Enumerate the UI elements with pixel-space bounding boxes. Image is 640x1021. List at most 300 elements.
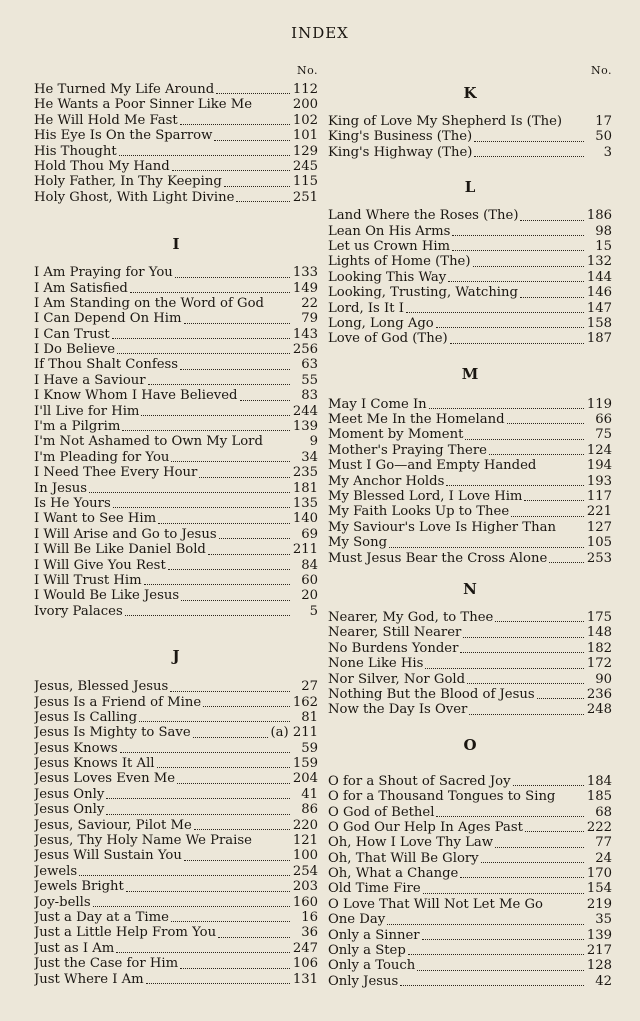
index-entry: [328, 656, 612, 671]
section-letter-k: K: [463, 84, 477, 102]
dot-leader: [157, 766, 290, 768]
index-entry: [328, 224, 612, 239]
dot-leader: [417, 969, 584, 971]
entry-title: Moment by Moment: [328, 427, 464, 443]
dot-leader: [473, 265, 584, 267]
entry-title: Only a Sinner: [328, 927, 420, 943]
entry-title: I Know Whom I Have Believed: [34, 388, 238, 404]
entry-title: I Will Trust Him: [34, 572, 142, 588]
index-entry: [328, 114, 612, 129]
index-entry: [328, 835, 612, 850]
index-entry: [34, 82, 318, 97]
hymn-number: 244: [292, 403, 318, 419]
index-entry: [34, 679, 318, 694]
dot-leader: [423, 892, 584, 894]
hymn-number: 219: [586, 896, 612, 912]
index-entry: [34, 604, 318, 619]
entry-title: Meet Me In the Homeland: [328, 412, 505, 428]
entry-title: Jesus, Saviour, Pilot Me: [34, 817, 192, 833]
hymn-number: 41: [301, 786, 318, 802]
index-entry: [34, 357, 318, 372]
dot-leader: [112, 337, 290, 339]
hymn-number: 86: [301, 802, 318, 818]
hymn-number: 220: [292, 817, 318, 833]
entry-title: I Can Depend On Him: [34, 311, 182, 327]
section-o: [328, 774, 612, 989]
hymn-number: 170: [586, 866, 612, 882]
dot-leader: [520, 296, 584, 298]
entry-title: O for a Thousand Tongues to Sing: [328, 789, 556, 805]
index-entry: [34, 450, 318, 465]
hymn-number: 15: [595, 238, 612, 254]
entry-title: Just as I Am: [34, 940, 115, 956]
hymn-number: 75: [595, 427, 612, 443]
hymn-number: 203: [292, 879, 318, 895]
entry-title: I Need Thee Every Hour: [34, 465, 198, 481]
index-entry: [328, 443, 612, 458]
entry-title: Jesus Is a Friend of Mine: [34, 694, 202, 710]
section-letter-n: N: [463, 579, 477, 598]
entry-title: Looking, Trusting, Watching: [328, 285, 518, 301]
entry-title: Must I Go—and Empty Handed: [328, 458, 537, 474]
hymn-number: 194: [586, 458, 612, 474]
dot-leader: [219, 537, 290, 539]
dot-leader: [172, 169, 290, 171]
entry-title: Hold Thou My Hand: [34, 158, 170, 174]
dot-leader: [141, 414, 290, 416]
hymn-number: 184: [586, 773, 612, 789]
hymn-number: 143: [292, 326, 318, 342]
index-entry: [328, 551, 612, 566]
hymn-number: 119: [586, 396, 612, 412]
dot-leader: [266, 307, 290, 308]
hymn-number: 211: [292, 542, 318, 558]
index-entry: [328, 805, 612, 820]
dot-leader: [93, 905, 290, 907]
entry-title: King of Love My Shepherd Is (The): [328, 114, 563, 129]
dot-leader: [481, 861, 584, 863]
index-entry: [34, 818, 318, 833]
dot-leader: [450, 342, 584, 344]
index-entry: [328, 427, 612, 442]
dot-leader: [177, 782, 290, 784]
index-entry: [328, 928, 612, 943]
entry-title: No Burdens Yonder: [328, 640, 459, 656]
index-entry: [34, 511, 318, 526]
index-entry: [328, 789, 612, 804]
hymn-number: 68: [595, 804, 612, 820]
entry-title: I Do Believe: [34, 342, 116, 358]
dot-leader: [117, 352, 290, 354]
hymn-number: 27: [301, 679, 318, 695]
hymn-number: 185: [586, 789, 612, 805]
dot-leader: [425, 667, 584, 669]
index-entry: [34, 895, 318, 910]
hymn-number: 77: [595, 835, 612, 851]
hymn-number: 148: [586, 625, 612, 641]
hymn-number: 59: [301, 740, 318, 756]
entry-title: Jesus Only: [34, 802, 105, 818]
hymn-number: 105: [586, 535, 612, 551]
hymn-number: 106: [292, 956, 318, 972]
hymn-number: 247: [292, 940, 318, 956]
entry-title: I Will Be Like Daniel Bold: [34, 542, 206, 558]
entry-title: Only a Step: [328, 943, 406, 959]
dot-leader: [436, 326, 584, 328]
index-entry: [328, 285, 612, 300]
entry-title: Oh, How I Love Thy Law: [328, 835, 493, 851]
entry-title: Jesus Is Mighty to Save: [34, 725, 191, 741]
dot-leader: [130, 291, 290, 293]
entry-title: Jesus Only: [34, 786, 105, 802]
index-entry: [328, 301, 612, 316]
index-entry: [328, 145, 612, 160]
dot-leader: [180, 368, 290, 370]
dot-leader: [467, 682, 584, 684]
dot-leader: [224, 185, 290, 187]
dot-leader: [452, 234, 584, 236]
dot-leader: [194, 828, 290, 830]
index-entry: [328, 912, 612, 927]
index-entry: [328, 820, 612, 835]
entry-title: Ivory Palaces: [34, 603, 123, 619]
section-letter-i: I: [172, 235, 180, 254]
entry-title: My Anchor Holds: [328, 473, 445, 489]
entry-title: Land Where the Roses (The): [328, 208, 519, 224]
index-entry: [328, 672, 612, 687]
hymn-number: 102: [292, 112, 318, 128]
dot-leader: [148, 383, 290, 385]
entry-title: He Will Hold Me Fast: [34, 112, 178, 128]
dot-leader: [558, 531, 584, 532]
dot-leader: [216, 92, 290, 94]
entry-title: O for a Shout of Sacred Joy: [328, 773, 511, 789]
dot-leader: [116, 951, 290, 953]
dot-leader: [180, 967, 290, 969]
entry-title: Oh, What a Change: [328, 866, 459, 882]
hymn-number: 182: [586, 640, 612, 656]
hymn-number: 154: [586, 881, 612, 897]
entry-title: Nearer, My God, to Thee: [328, 609, 494, 625]
entry-title: I Can Trust: [34, 326, 110, 342]
hymn-number: 63: [301, 357, 318, 373]
page-title: INDEX: [291, 24, 349, 42]
index-entry: [328, 535, 612, 550]
entry-title: Must Jesus Bear the Cross Alone: [328, 550, 548, 566]
dot-leader: [254, 109, 290, 110]
entry-title: I'm Not Ashamed to Own My Lord: [34, 434, 263, 450]
hymn-number: 55: [301, 372, 318, 388]
hymn-number: 83: [301, 388, 318, 404]
index-entry: [328, 641, 612, 656]
dot-leader: [489, 453, 584, 455]
hymn-number: 34: [301, 449, 318, 465]
hymn-number: 22: [301, 295, 318, 311]
hymn-number: 81: [301, 709, 318, 725]
index-entry: [34, 695, 318, 710]
right-column: [328, 64, 612, 989]
entry-title: Just a Day at a Time: [34, 909, 169, 925]
index-entry: [328, 489, 612, 504]
dot-leader: [168, 568, 290, 570]
entry-title: Mother's Praying There: [328, 442, 487, 458]
dot-leader: [254, 844, 290, 845]
hymn-number: 236: [586, 686, 612, 702]
hymn-number: 235: [292, 465, 318, 481]
section-h: [34, 82, 318, 205]
dot-leader: [387, 923, 584, 925]
dot-leader: [175, 276, 290, 278]
dot-leader: [545, 908, 584, 909]
entry-title: My Blessed Lord, I Love Him: [328, 489, 523, 505]
index-entry: [34, 128, 318, 143]
dot-leader: [406, 311, 584, 313]
dot-leader: [89, 491, 290, 493]
hymn-number: 248: [586, 702, 612, 718]
index-entry: [328, 974, 612, 989]
dot-leader: [564, 125, 584, 126]
dot-leader: [146, 982, 290, 984]
index-entry: [34, 925, 318, 940]
entry-title: Holy Father, In Thy Keeping: [34, 174, 222, 190]
dot-leader: [511, 515, 584, 517]
entry-title: He Turned My Life Around: [34, 82, 215, 97]
dot-leader: [463, 636, 584, 638]
index-entry: [328, 851, 612, 866]
dot-leader: [236, 200, 290, 202]
hymn-number: 101: [292, 128, 318, 144]
index-entry: [34, 833, 318, 848]
entry-title: Lean On His Arms: [328, 223, 451, 239]
dot-leader: [184, 859, 290, 861]
index-entry: [34, 802, 318, 817]
entry-title: One Day: [328, 912, 386, 928]
hymn-number: 17: [595, 114, 612, 129]
index-entry: [34, 956, 318, 971]
hymn-number: 186: [586, 208, 612, 224]
section-m: [328, 397, 612, 566]
dot-leader: [469, 713, 584, 715]
hymn-number: 79: [301, 311, 318, 327]
index-entry: [328, 610, 612, 625]
hymn-number: 160: [292, 894, 318, 910]
dot-leader: [520, 219, 584, 221]
index-entry: [328, 943, 612, 958]
index-entry: [34, 787, 318, 802]
hymn-number: 172: [586, 656, 612, 672]
index-entry: [34, 481, 318, 496]
entry-title: I Am Satisfied: [34, 280, 128, 296]
dot-leader: [429, 407, 584, 409]
hymn-number: 221: [586, 504, 612, 520]
section-letter-j: J: [172, 647, 180, 666]
index-entry: [34, 419, 318, 434]
dot-leader: [557, 801, 584, 802]
entry-title: I Will Arise and Go to Jesus: [34, 526, 217, 542]
index-entry: [328, 702, 612, 717]
entry-title: Jesus, Thy Holy Name We Praise: [34, 833, 252, 849]
index-entry: [34, 941, 318, 956]
dot-leader: [218, 936, 290, 938]
dot-leader: [122, 429, 290, 431]
hymn-number: 128: [586, 958, 612, 974]
hymn-number: 5: [309, 603, 318, 619]
entry-title: I Am Praying for You: [34, 265, 173, 281]
section-i: [34, 265, 318, 619]
entry-title: Jewels: [34, 863, 78, 879]
dot-leader: [158, 522, 290, 524]
dot-leader: [265, 446, 290, 447]
entry-title: Just the Case for Him: [34, 956, 179, 972]
index-entry: [328, 625, 612, 640]
dot-leader: [465, 438, 584, 440]
entry-title: Nothing But the Blood of Jesus: [328, 686, 535, 702]
hymn-number: 187: [586, 331, 612, 347]
dot-leader: [460, 651, 584, 653]
index-entry: [34, 879, 318, 894]
entry-title: Only Jesus: [328, 973, 399, 989]
entry-title: Is He Yours: [34, 495, 111, 511]
hymn-number: 127: [586, 519, 612, 535]
hymn-number: 254: [292, 863, 318, 879]
index-entry: [34, 190, 318, 205]
entry-title: Long, Long Ago: [328, 315, 434, 331]
index-entry: [34, 558, 318, 573]
entry-title: Jesus Knows It All: [34, 756, 155, 772]
entry-title: I Am Standing on the Word of God: [34, 295, 264, 311]
index-entry: [328, 458, 612, 473]
hymn-number: 132: [586, 254, 612, 270]
dot-leader: [139, 720, 290, 722]
hymn-number: 222: [586, 819, 612, 835]
entry-title: Jesus Will Sustain You: [34, 848, 182, 864]
entry-title: Joy-bells: [34, 894, 91, 910]
dot-leader: [208, 553, 290, 555]
hymn-number: 112: [292, 82, 318, 97]
hymn-number: 200: [292, 97, 318, 113]
hymn-number: 158: [586, 315, 612, 331]
entry-title: His Eye Is On the Sparrow: [34, 128, 213, 144]
entry-title: His Thought: [34, 143, 117, 159]
entry-title: I Have a Saviour: [34, 372, 146, 388]
hymn-number: (a) 211: [270, 725, 318, 741]
entry-title: Oh, That Will Be Glory: [328, 850, 479, 866]
hymn-number: 69: [301, 526, 318, 542]
index-entry: [34, 388, 318, 403]
index-entry: [34, 373, 318, 388]
entry-title: I'll Live for Him: [34, 403, 140, 419]
hymn-number: 146: [586, 285, 612, 301]
dot-leader: [171, 920, 290, 922]
index-entry: [328, 958, 612, 973]
entry-title: Holy Ghost, With Light Divine: [34, 189, 235, 205]
section-letter-o: O: [463, 735, 477, 754]
dot-leader: [495, 620, 584, 622]
index-entry: [328, 504, 612, 519]
index-entry: [328, 412, 612, 427]
dot-leader: [513, 784, 584, 786]
index-entry: [34, 910, 318, 925]
entry-title: O Love That Will Not Let Me Go: [328, 896, 543, 912]
dot-leader: [448, 280, 584, 282]
entry-title: I Want to See Him: [34, 511, 157, 527]
index-entry: [34, 725, 318, 740]
hymn-number: 117: [586, 489, 612, 505]
index-entry: [34, 159, 318, 174]
dot-leader: [180, 123, 290, 125]
entry-title: I Will Give You Rest: [34, 557, 166, 573]
hymn-number: 139: [292, 419, 318, 435]
hymn-number: 115: [292, 174, 318, 190]
dot-leader: [389, 546, 584, 548]
dot-leader: [436, 815, 584, 817]
index-entry: [328, 774, 612, 789]
hymn-number: 149: [292, 280, 318, 296]
hymn-number: 159: [292, 756, 318, 772]
entry-title: If Thou Shalt Confess: [34, 357, 179, 373]
hymn-number: 9: [309, 434, 318, 450]
dot-leader: [408, 953, 584, 955]
index-entry: [328, 866, 612, 881]
dot-leader: [538, 470, 584, 471]
hymn-number: 16: [301, 909, 318, 925]
entry-title: Let us Crown Him: [328, 238, 451, 254]
index-entry: [34, 342, 318, 357]
dot-leader: [106, 797, 290, 799]
index-entry: [34, 144, 318, 159]
hymn-number: 133: [292, 265, 318, 281]
index-entry: [328, 239, 612, 254]
hymn-number: 60: [301, 572, 318, 588]
entry-title: None Like His: [328, 656, 424, 672]
index-entry: [34, 281, 318, 296]
section-j: [34, 679, 318, 987]
hymn-number: 98: [595, 223, 612, 239]
index-entry: [34, 265, 318, 280]
dot-leader: [400, 984, 584, 986]
index-entry: [328, 397, 612, 412]
hymn-number: 100: [292, 848, 318, 864]
hymn-number: 50: [595, 129, 612, 145]
dot-leader: [119, 154, 290, 156]
index-entry: [34, 710, 318, 725]
dot-leader: [144, 583, 290, 585]
dot-leader: [422, 938, 584, 940]
index-entry: [34, 542, 318, 557]
entry-title: O God of Bethel: [328, 804, 435, 820]
entry-title: My Faith Looks Up to Thee: [328, 504, 510, 520]
hymn-number: 129: [292, 143, 318, 159]
entry-title: Old Time Fire: [328, 881, 421, 897]
hymn-number: 3: [603, 144, 612, 160]
dot-leader: [446, 484, 584, 486]
entry-title: I'm Pleading for You: [34, 449, 170, 465]
dot-leader: [474, 155, 584, 157]
index-entry: [34, 573, 318, 588]
index-entry: [328, 881, 612, 896]
dot-leader: [214, 139, 290, 141]
hymn-number: 217: [586, 943, 612, 959]
hymn-number: 35: [595, 912, 612, 928]
dot-leader: [240, 399, 291, 401]
hymn-number: 193: [586, 473, 612, 489]
index-entry: [34, 113, 318, 128]
entry-title: Jesus Knows: [34, 740, 118, 756]
index-entry: [34, 465, 318, 480]
index-entry: [34, 864, 318, 879]
dot-leader: [184, 322, 290, 324]
entry-title: I'm a Pilgrim: [34, 419, 121, 435]
